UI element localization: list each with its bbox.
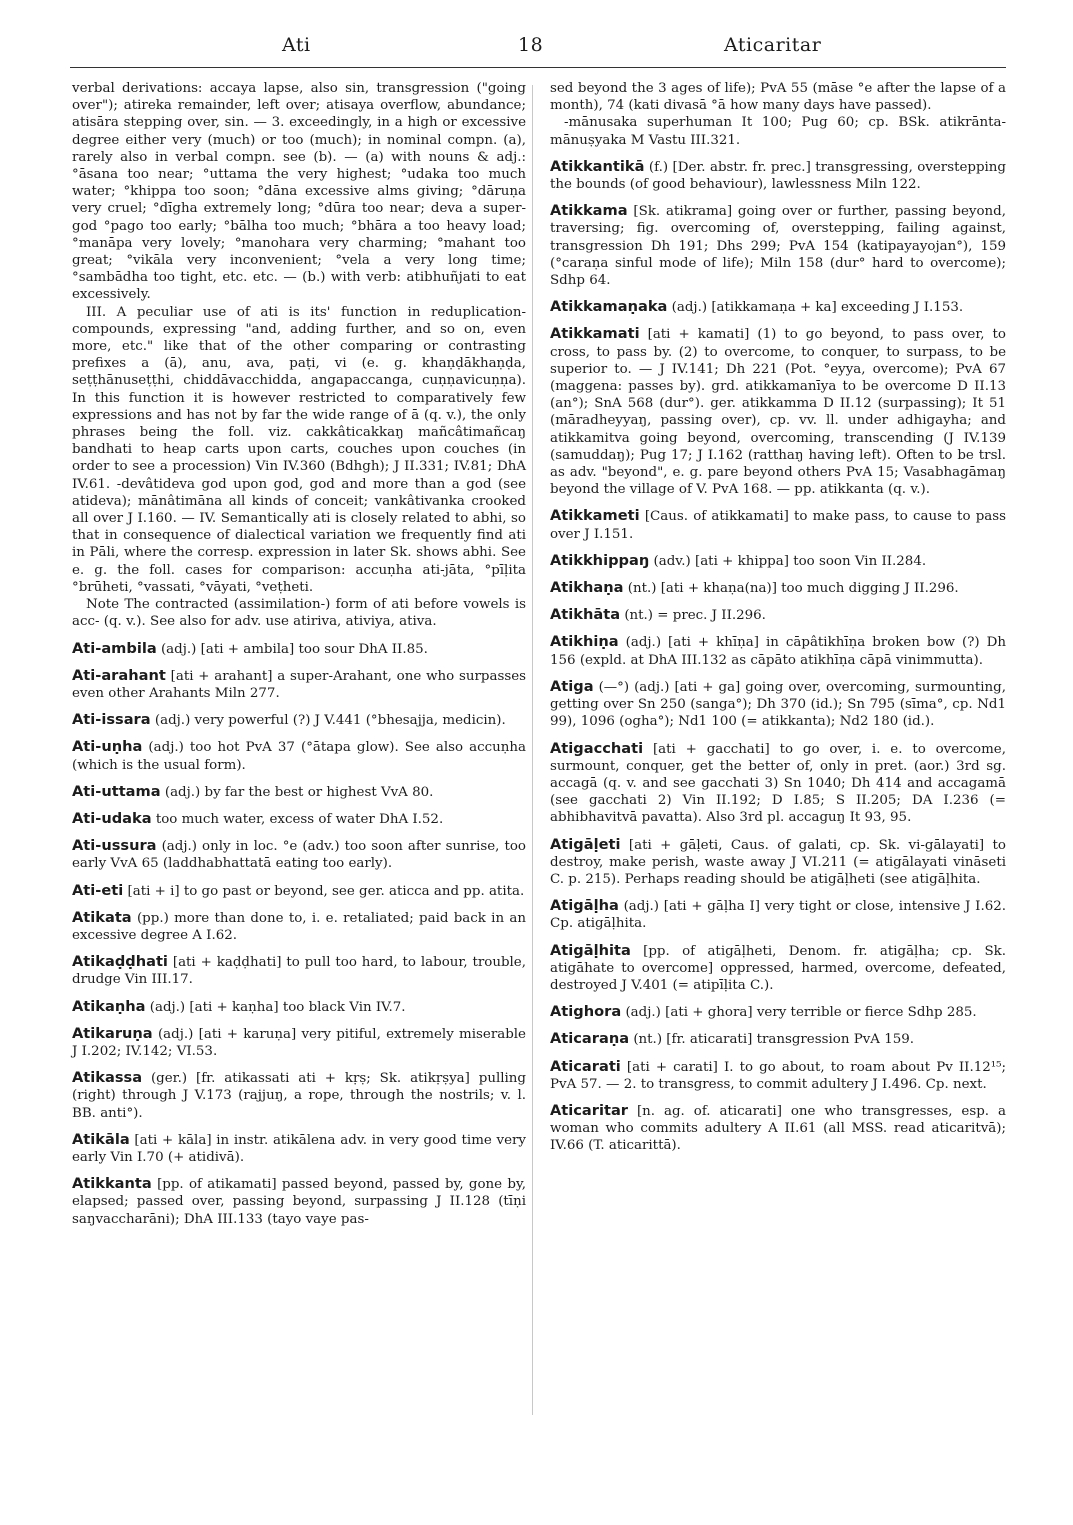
headword: Atikkantikā — [550, 157, 645, 175]
dictionary-entry — [550, 740, 1006, 827]
headword: Atikkama — [550, 202, 628, 220]
entry-definition: (adj.) by far the best or highest VvA 80. — [164, 784, 434, 800]
dictionary-entry — [550, 298, 1006, 316]
entry-definition: (adj.) very powerful (?) J V.441 (°bhesajja, medicin). — [154, 713, 506, 729]
headword: Ati-udaka — [72, 809, 152, 827]
headword: Atikāla — [72, 1130, 130, 1148]
headword: Atighora — [550, 1003, 622, 1021]
headword: Atikhiṇa — [550, 633, 619, 651]
entry-definition: (nt.) [ati + khaṇa(na)] too much digging J II.296. — [627, 581, 959, 597]
headword: Ati-uttama — [72, 782, 161, 800]
headword: Atikkamaṇaka — [550, 298, 668, 316]
entry-definition: [ati + gacchati] to go over, i. e. to overcome, surmount, conquer, get the better of, only in pret. (aor.) 3rd sg. accagā (q. v. and see gacchati 3) Sn 1040; Dh 414 and accagamā (see gacchati 2) Vin II.192; D I.85; S II.205; DA I.236 (= abhibhavitvā pavatta). Also 3rd pl. accaguŋ It 93, 95. — [550, 741, 1006, 826]
dictionary-entry — [72, 738, 526, 773]
entry-definition: (adj.) too hot PvA 37 (°ātapa glow). See also accuṇha (which is the usual form). — [72, 740, 526, 773]
entry-definition: (adj.) [ati + karuṇa] very pitiful, extremely miserable J I.202; IV.142; VI.53. — [72, 1026, 526, 1059]
dictionary-entry — [72, 711, 526, 729]
entry-definition: (pp.) more than done to, i. e. retaliated; paid back in an excessive degree A I.62. — [72, 910, 526, 943]
entry-definition: [Caus. of atikkamati] to make pass, to cause to pass over J I.151. — [550, 509, 1006, 542]
entry-definition: (adj.) [ati + gāḷha I] very tight or close, intensive J I.62. Cp. atigāḷhita. — [550, 899, 1006, 932]
dictionary-entry — [72, 953, 526, 988]
continuation-paragraph: verbal derivations: accaya lapse, also sin, transgression ("going over"); atireka remainder, left over; atisaya overflow, abundance; atisāra stepping over, sin. — 3. exceedingly, in a high or excessive degree either very (much) or too (much); in nominal compn. (a), rarely also in verbal compn. see (b). — (a) with nouns & adj.: °āsana too near; °uttama the very highest; °udaka too much water; °khippa too soon; °dāna excessive alms giving; °dāruṇa very cruel; °dīgha extremely long; °dūra too near; deva a super-god °pago too early; °bālha too much; °bhāra a too heavy load; °manāpa very lovely; °manohara very charming; °mahant too great; °vikāla very inconvenient; °vela a very long time; °sambādha too tight, etc. etc. — (b.) with verb: atibhuñjati to eat excessively. — [72, 81, 526, 303]
headword: Ati-eti — [72, 881, 124, 899]
dictionary-entry — [550, 942, 1006, 995]
entry-definition: (adj.) [ati + ambila] too sour DhA II.85. — [160, 641, 428, 657]
running-head-right: Aticaritar — [724, 34, 822, 56]
page-number: 18 — [518, 34, 544, 56]
headword: Atikaruṇa — [72, 1024, 153, 1042]
dictionary-entry — [550, 202, 1006, 289]
headword: Atiga — [550, 677, 594, 695]
dictionary-entry — [72, 1131, 526, 1166]
headword: Atikkhippaŋ — [550, 551, 650, 569]
headword: Ati-arahant — [72, 666, 166, 684]
dictionary-entry — [550, 897, 1006, 932]
entry-definition: [ati + kaḍḍhati] to pull too hard, to labour, trouble, drudge Vin III.17. — [72, 955, 526, 988]
dictionary-entry — [72, 640, 526, 658]
dictionary-entry — [72, 1175, 526, 1228]
headword: Atikaṇha — [72, 997, 146, 1015]
headword: Ati-ussura — [72, 837, 157, 855]
headword: Atikhāta — [550, 606, 621, 624]
dictionary-entry — [72, 1025, 526, 1060]
dictionary-entry — [550, 1102, 1006, 1155]
entry-definition: (adj.) only in loc. °e (adv.) too soon after sunrise, too early VvA 65 (laddhabhattatā eating too early). — [72, 839, 526, 872]
page-header — [70, 34, 1006, 64]
headword: Atikata — [72, 908, 132, 926]
dictionary-entry — [550, 507, 1006, 542]
continuation-paragraph: III. A peculiar use of ati is its' function in reduplication-compounds, expressing "and, adding further, and so on, even more, etc." like that of the other comparing or contrasting prefixes a (ā), anu, ava, paṭi, vi (e. g. khaṇḍākhaṇḍa, seṭṭhānuseṭṭhi, chiddāvacchidda, angapaccanga, cuṇṇavicuṇṇa). In this function it is however restricted to comparatively few expressions and has not by far the wide range of ā (q. v.), the only phrases being the foll. viz. cakkâticakkaŋ mañcâtimañcaŋ bandhati to heap carts upon carts, couches upon couches (in order to see a procession) Vin IV.360 (Bdhgh); J II.331; IV.81; DhA IV.61. -devâtideva god upon god, god and more than a god (see atideva); mānâtimāna all kinds of conceit; vankâtivanka crooked all over J I.160. — IV. Semantically ati is closely related to abhi, so that in consequence of dialectical variation we frequently find ati in Pāli, where the corresp. expression in later Sk. shows abhi. See e. g. the foll. cases for comparison: accuṇha ati-jāta, °pīḷita °brūheti, °vassati, °vāyati, °veṭheti. — [72, 304, 526, 595]
dictionary-entry — [550, 325, 1006, 498]
entry-definition: (adj.) [atikkamaṇa + ka] exceeding J I.153. — [671, 300, 964, 316]
dictionary-entry — [72, 1069, 526, 1122]
entry-definition: (adj.) [ati + ghora] very terrible or fierce Sdhp 285. — [625, 1005, 977, 1021]
entry-definition: [Sk. atikrama] going over or further, passing beyond, traversing; fig. overcoming of, overstepping, failing against, transgression Dh 191; Dhs 299; PvA 154 (katipayayojan°), 159 (°caraṇa sinful mode of life); Miln 158 (dur° hard to overcome); Sdhp 64. — [550, 204, 1006, 289]
headword: Ati-ambila — [72, 639, 157, 657]
dictionary-entry — [72, 998, 526, 1016]
dictionary-entry — [550, 579, 1006, 597]
dictionary-entry — [550, 1030, 1006, 1048]
right-column — [550, 80, 1006, 1155]
headword: Atikhaṇa — [550, 579, 624, 597]
entry-definition: too much water, excess of water DhA I.52. — [155, 811, 444, 827]
header-rule — [70, 67, 1006, 68]
headword: Ati-issara — [72, 711, 151, 729]
continuation-paragraph: Note The contracted (assimilation-) form of ati before vowels is acc- (q. v.). See also for adv. use atiriva, ativiya, ativa. — [72, 597, 526, 630]
running-head-left: Ati — [282, 34, 311, 56]
dictionary-entry — [550, 158, 1006, 193]
left-column — [72, 80, 526, 1228]
entry-definition: (nt.) [fr. aticarati] transgression PvA 159. — [633, 1032, 915, 1048]
dictionary-entry — [550, 1058, 1006, 1093]
entry-definition: [ati + kamati] (1) to go beyond, to pass over, to cross, to pass by. (2) to overcome, to conquer, to surpass, to be superior to. — J IV.141; Dh 221 (Pot. °eyya, overcome); PvA 67 (maggena: passes by). grd. atikkamanīya to be overcome D II.13 (an°); SnA 568 (dur°). ger. atikkamma D II.12 (surpassing); It 51 (māradheyyaŋ, passing over), cp. vv. ll. under adhigayha; and atikkamitva going beyond, overcoming, transcending (J IV.139 (samuddaŋ); Pug 17; J I.162 (ratthaŋ having left). Often to be trsl. as adv. "beyond", e. g. pare beyond others PvA 15; Vasabhagāmaŋ beyond the village of V. PvA 168. — pp. atikkanta (q. v.). — [550, 327, 1006, 498]
headword: Atigacchati — [550, 739, 644, 757]
entry-definition: [pp. of atigāḷheti, Denom. fr. atigāḷha; cp. Sk. atigāhate to overcome] oppressed, harmed, overcome, defeated, destroyed J V.401 (= atipīḷita C.). — [550, 943, 1006, 993]
dictionary-entry — [72, 837, 526, 872]
entry-definition: (adj.) [ati + kaṇha] too black Vin IV.7. — [149, 999, 406, 1015]
headword: Atikkanta — [72, 1175, 152, 1193]
entry-definition: [ati + arahant] a super-Arahant, one who surpasses even other Arahants Miln 277. — [72, 668, 526, 701]
dictionary-entry — [72, 909, 526, 944]
headword: Atigāḷha — [550, 897, 619, 915]
entry-definition: [pp. of atikamati] passed beyond, passed by, gone by, elapsed; passed over, passing beyond, surpassing J II.128 (tīṇi saŋvaccharāni); DhA III.133 (tayo vaye pas- — [72, 1177, 526, 1227]
dictionary-entry — [550, 552, 1006, 570]
entry-definition: [ati + kāla] in instr. atikālena adv. in very good time very early Vin I.70 (+ atidivā). — [72, 1132, 526, 1165]
headword: Aticaritar — [550, 1101, 628, 1119]
headword: Atigāḷhita — [550, 941, 631, 959]
dictionary-entry — [550, 633, 1006, 668]
dictionary-entry — [550, 836, 1006, 889]
entry-definition: [ati + gāḷeti, Caus. of galati, cp. Sk. vi-gālayati] to destroy, make perish, waste away J VI.211 (= atigālayati vināseti C. p. 215). Perhaps reading should be atigāḷheti (see atigāḷhita. — [550, 837, 1006, 887]
headword: Atikkamati — [550, 325, 640, 343]
dictionary-entry — [72, 882, 526, 900]
dictionary-entry — [72, 667, 526, 702]
dictionary-entry — [72, 810, 526, 828]
entry-definition: (adv.) [ati + khippa] too soon Vin II.284. — [653, 553, 927, 569]
headword: Atigāḷeti — [550, 835, 621, 853]
entry-definition: (nt.) = prec. J II.296. — [624, 608, 766, 624]
entry-definition: [ati + carati] I. to go about, to roam about Pv II.12¹⁵; PvA 57. — 2. to transgress, to commit adultery J I.496. Cp. next. — [550, 1059, 1006, 1092]
dictionary-entry — [72, 783, 526, 801]
headword: Atikaḍḍhati — [72, 953, 168, 971]
headword: Ati-uṇha — [72, 738, 143, 756]
entry-definition: [ati + i] to go past or beyond, see ger. aticca and pp. atita. — [127, 883, 525, 899]
headword: Aticaraṇa — [550, 1030, 630, 1048]
entry-definition: (adj.) [ati + khīṇa] in cāpâtikhīṇa broken bow (?) Dh 156 (expld. at DhA III.132 as cāpāto atikhīṇa cāpā vinimmutta). — [550, 635, 1007, 668]
headword: Atikkameti — [550, 507, 640, 525]
entry-definition: (—°) (adj.) [ati + ga] going over, overcoming, surmounting, getting over Sn 250 (sanga°); Dh 370 (id.); Sn 795 (sīma°, cp. Nd1 99), 1096 (ogha°); Nd1 100 (= atikkanta); Nd2 180 (id.). — [550, 679, 1006, 730]
dictionary-entry — [550, 606, 1006, 624]
continuation-paragraph: -mānusaka superhuman It 100; Pug 60; cp. BSk. atikrānta-mānuṣyaka M Vastu III.321. — [550, 115, 1006, 148]
headword: Aticarati — [550, 1057, 621, 1075]
continuation-paragraph: sed beyond the 3 ages of life); PvA 55 (māse °e after the lapse of a month), 74 (kati divasā °ā how many days have passed). — [550, 81, 1006, 114]
dictionary-entry — [550, 678, 1006, 731]
headword: Atikassa — [72, 1069, 143, 1087]
entry-definition: (f.) [Der. abstr. fr. prec.] transgressing, overstepping the bounds (of good behaviour), lawlessness Miln 122. — [550, 159, 1006, 193]
dictionary-entry — [550, 1003, 1006, 1021]
entry-definition: [n. ag. of. aticarati] one who transgresses, esp. a woman who commits adultery A II.61 (all MSS. read aticaritvā); IV.66 (T. aticarittā). — [550, 1103, 1006, 1154]
column-divider — [532, 85, 533, 1415]
entry-definition: (ger.) [fr. atikassati ati + kṛṣ; Sk. atikṛṣya] pulling (right) through J V.173 (rajjuŋ, a rope, through the nostrils; v. l. BB. anti°). — [72, 1071, 526, 1121]
